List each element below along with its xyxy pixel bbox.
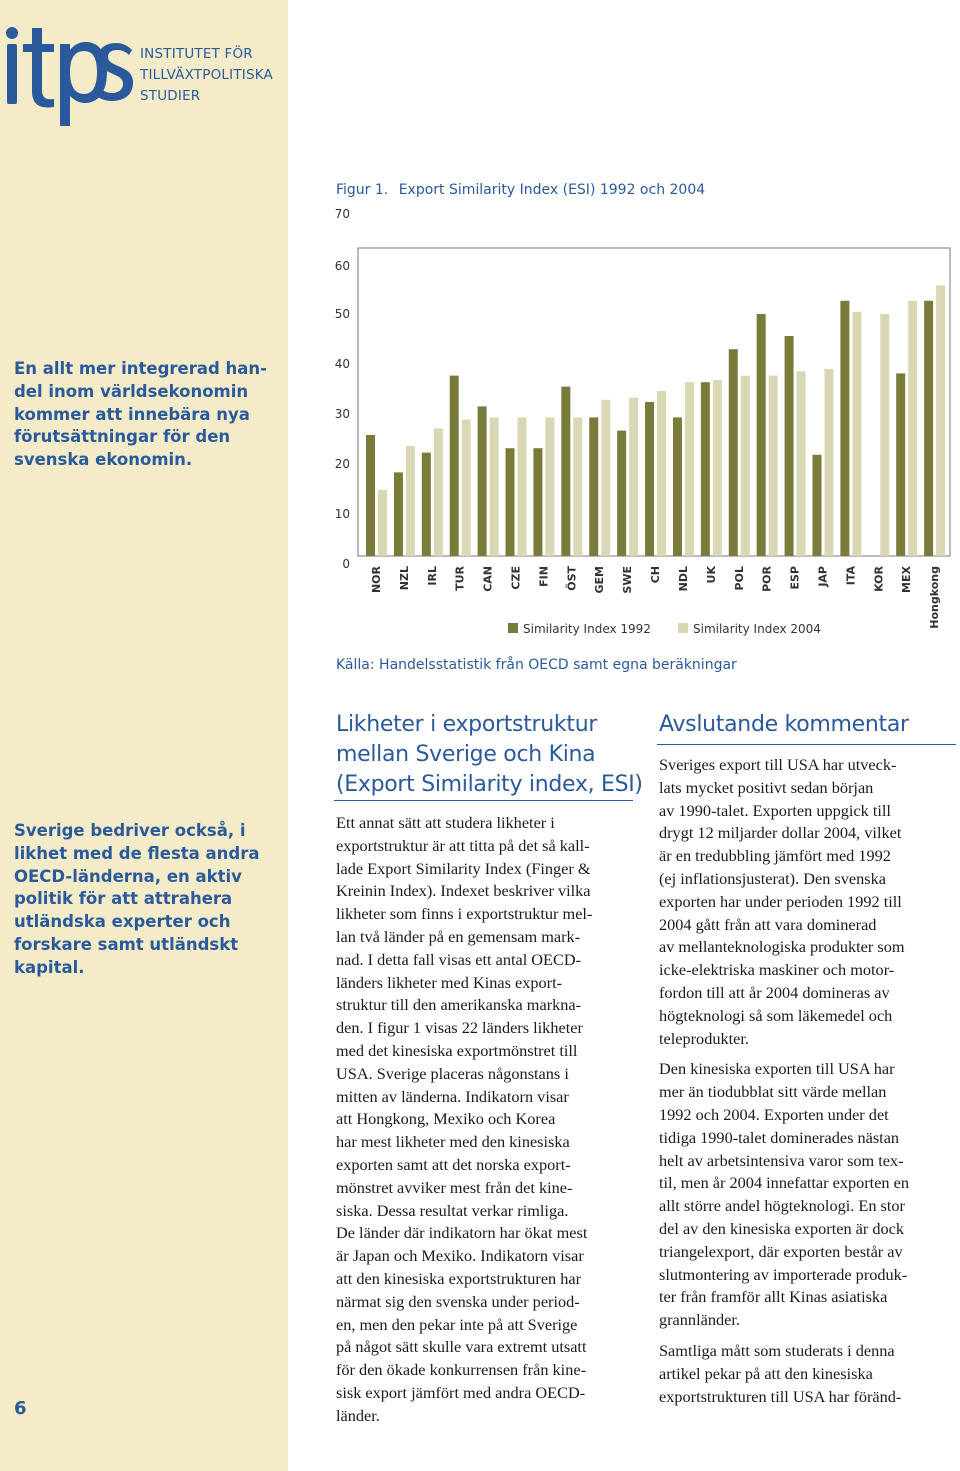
bar-1992: [617, 431, 626, 556]
column-1-body: [336, 812, 632, 1428]
body-line: (ej inflationsjusterat). Den svenska: [659, 868, 886, 888]
bar-2004: [462, 420, 471, 556]
pull-quote-line: svenska ekonomin.: [14, 450, 193, 470]
x-tick-label: NOR: [370, 566, 383, 594]
sidebar: [0, 0, 288, 1471]
heading-rule: [334, 800, 633, 801]
pull-quote-line: kommer att innebära nya: [14, 404, 250, 424]
bar-1992: [561, 387, 570, 556]
bar-2004: [824, 369, 833, 556]
body-line: allt större andel högteknologi. En stor: [659, 1196, 905, 1216]
x-tick-label: POR: [760, 566, 774, 592]
y-tick-label: 20: [334, 457, 350, 471]
bar-1992: [757, 314, 766, 556]
bar-2004: [545, 417, 554, 556]
bar-1992: [422, 453, 431, 556]
x-tick-label: CAN: [481, 566, 495, 592]
body-line: slutmontering av importerade produk-: [659, 1264, 908, 1284]
x-tick-label: FIN: [537, 566, 551, 587]
body-line: på något sätt skulle vara extremt utsatt: [336, 1337, 587, 1357]
body-line: 1992 och 2004. Exporten under det: [659, 1104, 889, 1124]
body-line: til, men år 2004 innefattar exporten en: [659, 1173, 910, 1193]
legend-swatch: [508, 623, 518, 633]
legend-label: Similarity Index 1992: [523, 622, 651, 636]
x-tick-label: UK: [704, 566, 718, 584]
bar-2004: [713, 380, 722, 556]
bar-1992: [840, 301, 849, 556]
heading-line: Likheter i exportstruktur: [336, 712, 598, 737]
body-line: Ett annat sätt att studera likheter i: [336, 813, 555, 832]
figure-label: Figur 1.: [336, 182, 389, 198]
x-tick-label: GEM: [593, 566, 607, 594]
x-tick-label: TUR: [453, 566, 467, 591]
body-line: mitten av länderna. Indikatorn visar: [336, 1086, 569, 1106]
body-line: sisk export jämfört med andra OECD-: [336, 1382, 586, 1402]
figure-source: Källa: Handelsstatistik från OECD samt egna beräkningar: [336, 657, 737, 673]
itps-logo: [2, 22, 134, 127]
body-line: lats mycket positivt sedan början: [659, 777, 874, 797]
bar-2004: [629, 398, 638, 556]
body-line: av 1990-talet. Exporten uppgick till: [659, 800, 891, 820]
body-line: en, men den pekar inte på att Sverige: [336, 1314, 578, 1334]
bar-1992: [478, 406, 487, 556]
body-line: icke-elektriska maskiner och motor-: [659, 960, 895, 980]
bar-2004: [434, 428, 443, 556]
bar-1992: [729, 349, 738, 556]
pull-quote-line: utländska experter och: [14, 912, 231, 932]
section-heading: [659, 710, 909, 740]
pull-quote-line: likhet med de flesta andra: [14, 843, 260, 863]
x-tick-label: MEX: [900, 566, 914, 593]
bar-2004: [741, 376, 750, 556]
body-line: mönstret avviker mest från det kine-: [336, 1177, 573, 1197]
body-line: del av den kinesiska exporten är dock: [659, 1218, 905, 1238]
bar-1992: [924, 301, 933, 556]
bar-2004: [657, 391, 666, 556]
body-line: är Japan och Mexiko. Indikatorn visar: [336, 1246, 584, 1266]
body-line: teleprodukter.: [659, 1028, 749, 1048]
bar-1992: [812, 455, 821, 556]
body-line: 2004 gått från att vara dominerad: [659, 914, 877, 934]
body-line: Sveriges export till USA har utveck-: [659, 755, 897, 774]
x-tick-label: CZE: [509, 566, 523, 590]
bar-1992: [645, 402, 654, 556]
heading-line: mellan Sverige och Kina: [336, 742, 596, 767]
bar-1992: [450, 376, 459, 556]
bar-1992: [785, 336, 794, 556]
bar-2004: [936, 285, 945, 556]
x-tick-label: NDL: [676, 566, 690, 592]
body-line: den. I figur 1 visas 22 länders likheter: [336, 1018, 583, 1038]
paragraph-gap: [659, 1050, 956, 1058]
body-line: ter från framför allt Kinas asiatiska: [659, 1287, 888, 1307]
x-tick-label: NZL: [397, 566, 411, 591]
body-line: nad. I detta fall visas ett antal OECD-: [336, 949, 582, 969]
bar-2004: [378, 490, 387, 556]
body-line: exporten har under perioden 1992 till: [659, 891, 902, 911]
pull-quote-line: kapital.: [14, 957, 85, 977]
x-tick-label: ITA: [844, 566, 858, 586]
bar-1992: [366, 435, 375, 556]
y-tick-label: 70: [334, 207, 350, 221]
body-line: har mest likheter med den kinesiska: [336, 1132, 570, 1152]
x-tick-label: ÖST: [565, 566, 579, 591]
body-line: att den kinesiska exportstrukturen har: [336, 1268, 582, 1288]
body-line: Samtliga mått som studerats i denna: [659, 1340, 895, 1360]
bar-1992: [896, 373, 905, 556]
bar-2004: [797, 371, 806, 556]
body-line: exportstruktur är att titta på det så kall-: [336, 835, 590, 855]
bar-1992: [394, 472, 403, 556]
body-line: artikel pekar på att den kinesiska: [659, 1363, 873, 1383]
article-heading: [336, 710, 643, 800]
body-line: helt av arbetsintensiva varor som tex-: [659, 1150, 904, 1170]
x-tick-label: IRL: [425, 566, 439, 586]
bar-2004: [880, 314, 889, 556]
pull-quote-line: del inom världsekonomin: [14, 381, 249, 401]
x-tick-label: KOR: [872, 566, 886, 592]
pull-quote-1: [14, 358, 267, 472]
body-line: struktur till den amerikanska markna-: [336, 995, 582, 1015]
bar-2004: [518, 417, 527, 556]
body-line: siska. Dessa resultat verkar rimliga.: [336, 1200, 569, 1220]
body-line: fordon till att år 2004 domineras av: [659, 982, 890, 1002]
heading-line: Avslutande kommentar: [659, 712, 909, 737]
body-line: De länder där indikatorn har ökat mest: [336, 1223, 588, 1243]
body-line: triangelexport, där exporten består av: [659, 1241, 903, 1261]
bar-2004: [573, 417, 582, 556]
bar-1992: [673, 417, 682, 556]
body-line: mer än tiodubblat sitt värde mellan: [659, 1082, 887, 1102]
x-tick-label: CH: [649, 566, 663, 584]
logo-text: [140, 44, 273, 107]
pull-quote-line: politik för att attrahera: [14, 889, 233, 909]
legend-label: Similarity Index 2004: [693, 622, 821, 636]
body-line: Kreinin Index). Indexet beskriver vilka: [336, 881, 591, 901]
x-tick-label: POL: [732, 566, 746, 591]
bar-2004: [406, 446, 415, 556]
pull-quote-line: Sverige bedriver också, i: [14, 821, 246, 840]
heading-line: (Export Similarity index, ESI): [336, 772, 643, 797]
bar-2004: [685, 382, 694, 556]
body-line: är en tredubbling jämfört med 1992: [659, 846, 891, 866]
y-tick-label: 10: [334, 507, 350, 521]
legend-swatch: [678, 623, 688, 633]
body-line: för den ökade konkurrensen från kine-: [336, 1360, 586, 1380]
figure-title: Export Similarity Index (ESI) 1992 och 2004: [398, 182, 706, 198]
x-tick-label: ESP: [788, 566, 802, 590]
paragraph-gap: [659, 1332, 956, 1340]
page-number: 6: [14, 1398, 27, 1419]
x-tick-label: Hongkong: [928, 566, 942, 629]
x-tick-label: SWE: [621, 566, 635, 594]
body-line: lade Export Similarity Index (Finger &: [336, 858, 591, 878]
pull-quote-line: En allt mer integrerad han-: [14, 359, 268, 378]
body-line: högteknologi så som läkemedel och: [659, 1005, 893, 1025]
bar-2004: [908, 301, 917, 556]
bar-2004: [852, 312, 861, 556]
body-line: Den kinesiska exporten till USA har: [659, 1059, 895, 1079]
y-tick-label: 60: [334, 259, 350, 273]
bar-2004: [769, 376, 778, 556]
body-line: närmat sig den svenska under period-: [336, 1291, 580, 1311]
y-tick-label: 0: [342, 557, 350, 571]
esi-bar-chart: [290, 200, 960, 645]
pull-quote-line: forskare samt utländskt: [14, 934, 239, 954]
pull-quote-line: förutsättningar för den: [14, 427, 231, 447]
heading-rule: [657, 744, 956, 745]
bar-1992: [506, 448, 515, 556]
logo-text-line: TILLVÄXTPOLITISKA: [140, 67, 273, 83]
body-line: USA. Sverige placeras någonstans i: [336, 1063, 569, 1083]
y-tick-label: 40: [334, 357, 350, 371]
body-line: grannländer.: [659, 1310, 740, 1330]
body-line: att Hongkong, Mexiko och Korea: [336, 1109, 556, 1129]
bar-1992: [701, 382, 710, 556]
x-tick-label: JAP: [816, 566, 830, 587]
y-tick-label: 30: [334, 407, 350, 421]
logo-text-line: INSTITUTET FÖR: [140, 46, 253, 62]
body-line: exportstrukturen till USA har föränd-: [659, 1386, 902, 1406]
y-tick-label: 50: [334, 307, 350, 321]
body-line: länder.: [336, 1405, 380, 1425]
body-line: med det kinesiska exportmönstret till: [336, 1040, 578, 1060]
pull-quote-line: OECD-länderna, en aktiv: [14, 866, 242, 886]
body-line: länders likheter med Kinas export-: [336, 972, 563, 992]
body-line: lan två länder på en gemensam mark-: [336, 926, 581, 946]
figure-caption: [336, 182, 705, 198]
bar-1992: [533, 448, 542, 556]
bar-2004: [490, 417, 499, 556]
body-line: av mellanteknologiska produkter som: [659, 937, 905, 957]
body-line: exporten samt att det norska export-: [336, 1154, 571, 1174]
pull-quote-2: [14, 820, 260, 980]
bar-2004: [601, 400, 610, 556]
logo-text-line: STUDIER: [140, 88, 201, 104]
body-line: tidiga 1990-talet dominerades nästan: [659, 1127, 900, 1147]
body-line: drygt 12 miljarder dollar 2004, vilket: [659, 823, 902, 843]
bar-1992: [589, 417, 598, 556]
body-line: likheter som finns i exportstruktur mel-: [336, 904, 593, 924]
column-2-body: [659, 754, 956, 1408]
